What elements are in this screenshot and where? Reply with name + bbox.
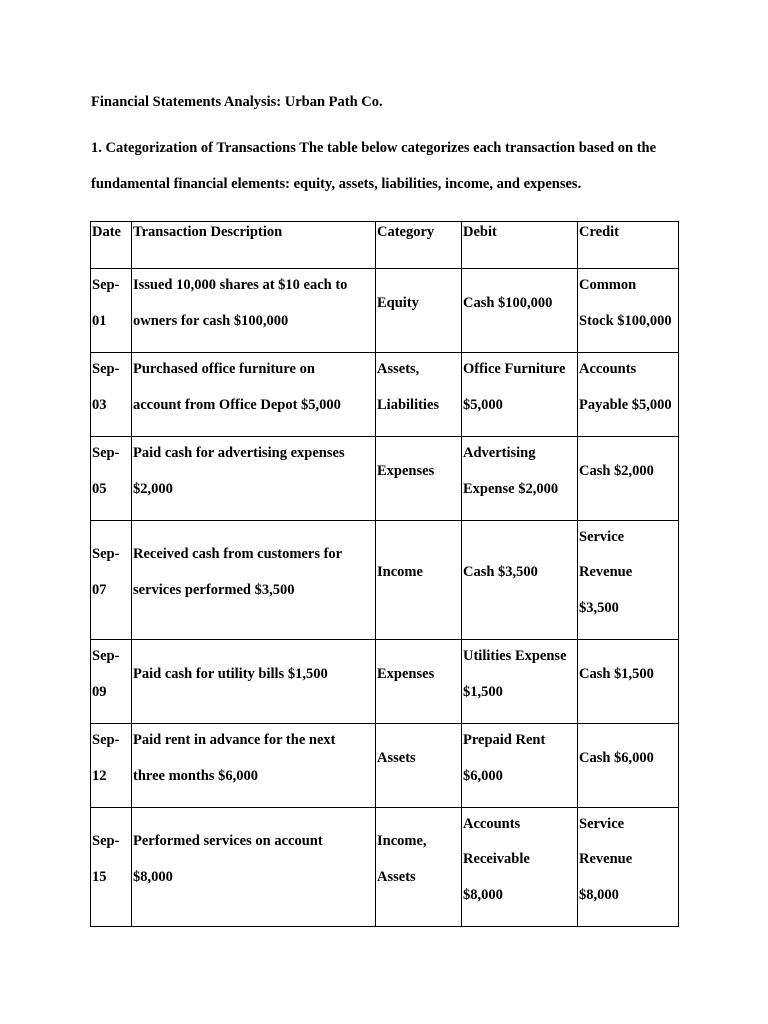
debit-text-line: Utilities Expense bbox=[463, 647, 567, 664]
cell-debit bbox=[462, 640, 578, 724]
description-text-line: three months $6,000 bbox=[133, 767, 258, 784]
description-text-line: $8,000 bbox=[133, 869, 173, 885]
cell-credit bbox=[578, 521, 679, 640]
date-text-line: Sep- bbox=[92, 731, 120, 748]
cell-date bbox=[91, 640, 132, 724]
header-debit: Debit bbox=[462, 222, 578, 269]
debit-text-line: Office Furniture bbox=[463, 360, 566, 377]
cell-category bbox=[376, 353, 462, 437]
debit-text-line: $5,000 bbox=[463, 396, 503, 413]
debit-text-line: Receivable bbox=[463, 851, 530, 868]
cell-description bbox=[132, 521, 376, 640]
cell-date bbox=[91, 521, 132, 640]
category-text-line: Liabilities bbox=[377, 396, 440, 413]
cell-date bbox=[91, 808, 132, 927]
cell-description bbox=[132, 724, 376, 808]
cell-credit bbox=[578, 724, 679, 808]
credit-text-line: Revenue bbox=[579, 564, 633, 581]
category-text-line: Assets bbox=[377, 869, 416, 885]
table-row bbox=[91, 353, 679, 437]
intro-line: fundamental financial elements: equity, assets, liabilities, income, and expenses. bbox=[91, 176, 582, 192]
cell-credit bbox=[578, 353, 679, 437]
table-row bbox=[91, 437, 679, 521]
category-text-line: Assets bbox=[377, 749, 416, 766]
credit-text-line: Common bbox=[579, 276, 637, 293]
debit-text-line: $8,000 bbox=[463, 886, 503, 903]
date-text-line: 01 bbox=[92, 312, 107, 329]
credit-text-line: Cash $6,000 bbox=[579, 749, 654, 766]
date-text-line: 05 bbox=[92, 480, 107, 497]
credit-text-line: Payable $5,000 bbox=[579, 396, 672, 413]
cell-debit bbox=[462, 724, 578, 808]
cell-category bbox=[376, 808, 462, 927]
category-text-line: Assets, bbox=[377, 360, 420, 377]
cell-category bbox=[376, 521, 462, 640]
debit-text-line: $1,500 bbox=[463, 683, 503, 700]
date-text-line: Sep- bbox=[92, 276, 120, 293]
table-row bbox=[91, 640, 679, 724]
category-text-line: Equity bbox=[377, 294, 419, 311]
description-text-line: Paid cash for advertising expenses bbox=[133, 444, 345, 461]
date-text-line: Sep- bbox=[92, 444, 120, 461]
description-text-line: owners for cash $100,000 bbox=[133, 312, 289, 329]
debit-text-line: Cash $3,500 bbox=[463, 564, 538, 581]
cell-credit bbox=[578, 269, 679, 353]
header-credit: Credit bbox=[578, 222, 679, 269]
credit-text-line: Stock $100,000 bbox=[579, 312, 672, 329]
cell-debit bbox=[462, 521, 578, 640]
cell-description bbox=[132, 269, 376, 353]
table-header-row bbox=[91, 222, 679, 269]
debit-text-line: Prepaid Rent bbox=[463, 731, 546, 748]
credit-text-line: Cash $2,000 bbox=[579, 462, 654, 479]
date-text-line: Sep- bbox=[92, 546, 120, 563]
category-text-line: Expenses bbox=[377, 665, 435, 682]
date-text-line: 12 bbox=[92, 767, 107, 784]
intro-paragraph bbox=[91, 139, 691, 211]
date-text-line: 07 bbox=[92, 582, 107, 598]
category-text-line: Income bbox=[377, 564, 423, 581]
credit-text-line: Revenue bbox=[579, 851, 633, 868]
table-row bbox=[91, 269, 679, 353]
header-description: Transaction Description bbox=[132, 222, 376, 269]
cell-category bbox=[376, 269, 462, 353]
cell-category bbox=[376, 437, 462, 521]
debit-text-line: Expense $2,000 bbox=[463, 480, 559, 497]
cell-category bbox=[376, 724, 462, 808]
description-text-line: account from Office Depot $5,000 bbox=[133, 396, 341, 413]
credit-text-line: $8,000 bbox=[579, 886, 619, 903]
credit-text-line: Accounts bbox=[579, 360, 637, 377]
description-text-line: Paid cash for utility bills $1,500 bbox=[133, 665, 328, 682]
date-text-line: Sep- bbox=[92, 360, 120, 377]
credit-text-line: Cash $1,500 bbox=[579, 665, 654, 682]
debit-text-line: Cash $100,000 bbox=[463, 294, 553, 311]
description-text-line: services performed $3,500 bbox=[133, 582, 295, 598]
cell-debit bbox=[462, 353, 578, 437]
cell-date bbox=[91, 353, 132, 437]
document-title: Financial Statements Analysis: Urban Path Co. bbox=[91, 94, 383, 110]
date-text-line: Sep- bbox=[92, 833, 120, 850]
cell-credit bbox=[578, 437, 679, 521]
cell-description bbox=[132, 640, 376, 724]
debit-text-line: Advertising bbox=[463, 444, 536, 461]
date-text-line: 09 bbox=[92, 683, 107, 700]
cell-debit bbox=[462, 437, 578, 521]
table-row bbox=[91, 724, 679, 808]
cell-credit bbox=[578, 808, 679, 927]
description-text-line: Paid rent in advance for the next bbox=[133, 731, 336, 748]
table-row bbox=[91, 808, 679, 927]
credit-text-line: Service bbox=[579, 815, 625, 832]
cell-debit bbox=[462, 269, 578, 353]
date-text-line: Sep- bbox=[92, 647, 120, 664]
header-category: Category bbox=[376, 222, 462, 269]
category-text-line: Expenses bbox=[377, 462, 435, 479]
cell-debit bbox=[462, 808, 578, 927]
credit-text-line: $3,500 bbox=[579, 599, 619, 616]
header-date: Date bbox=[91, 222, 132, 269]
cell-date bbox=[91, 724, 132, 808]
cell-description bbox=[132, 808, 376, 927]
table-row bbox=[91, 521, 679, 640]
description-text-line: Issued 10,000 shares at $10 each to bbox=[133, 276, 348, 293]
intro-line: 1. Categorization of Transactions The table below categorizes each transaction based on the bbox=[91, 140, 657, 156]
debit-text-line: Accounts bbox=[463, 815, 521, 832]
credit-text-line: Service bbox=[579, 528, 625, 545]
description-text-line: Received cash from customers for bbox=[133, 546, 343, 563]
cell-description bbox=[132, 437, 376, 521]
date-text-line: 15 bbox=[92, 869, 107, 885]
cell-description bbox=[132, 353, 376, 437]
description-text-line: $2,000 bbox=[133, 480, 173, 497]
cell-credit bbox=[578, 640, 679, 724]
description-text-line: Purchased office furniture on bbox=[133, 360, 315, 377]
debit-text-line: $6,000 bbox=[463, 767, 503, 784]
transactions-table bbox=[90, 221, 679, 927]
cell-date bbox=[91, 269, 132, 353]
date-text-line: 03 bbox=[92, 396, 107, 413]
description-text-line: Performed services on account bbox=[133, 833, 323, 850]
cell-category bbox=[376, 640, 462, 724]
category-text-line: Income, bbox=[377, 833, 427, 850]
cell-date bbox=[91, 437, 132, 521]
